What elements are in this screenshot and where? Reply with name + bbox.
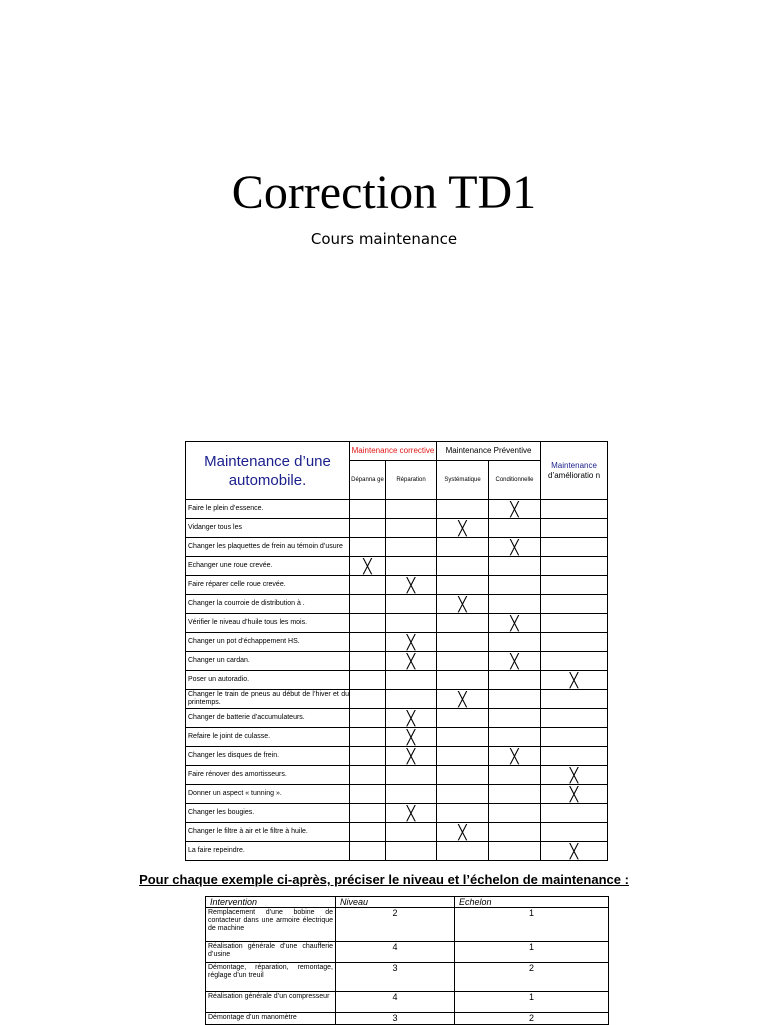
- mark-cell: [489, 728, 541, 747]
- table-row: [186, 576, 608, 595]
- mark-cell: [489, 519, 541, 538]
- mark-cell: [386, 671, 437, 690]
- mark-cell: ╳: [437, 519, 489, 538]
- mark-cell: ╳: [437, 595, 489, 614]
- subhead-conditionnelle: Conditionnelle: [489, 461, 541, 500]
- header-echelon: Echelon: [455, 897, 609, 908]
- action-cell: Faire rénover des amortisseurs.: [186, 766, 350, 785]
- mark-cell: ╳: [386, 804, 437, 823]
- mark-cell: [541, 709, 608, 728]
- mark-cell: ╳: [489, 500, 541, 519]
- mark-cell: [541, 557, 608, 576]
- niveau-cell: 4: [336, 992, 455, 1013]
- mark-cell: [437, 576, 489, 595]
- mark-cell: [489, 671, 541, 690]
- maintenance-table-body: [186, 442, 608, 861]
- mark-cell: [541, 519, 608, 538]
- table-row: [186, 538, 608, 557]
- table-row: [186, 652, 608, 671]
- action-cell: Vidanger tous les: [186, 519, 350, 538]
- echelon-cell: 2: [455, 963, 609, 992]
- mark-cell: [350, 766, 386, 785]
- table-row: [186, 804, 608, 823]
- mark-cell: [386, 538, 437, 557]
- table-row: [186, 709, 608, 728]
- table-row: [186, 595, 608, 614]
- action-cell: Poser un autoradio.: [186, 671, 350, 690]
- subhead-systematique: Systématique: [437, 461, 489, 500]
- table-row: [186, 747, 608, 766]
- mark-cell: ╳: [437, 690, 489, 709]
- intervention-cell: Démontage d’un manomètre: [206, 1013, 336, 1025]
- mark-cell: [489, 633, 541, 652]
- mark-cell: [386, 690, 437, 709]
- mark-cell: [350, 614, 386, 633]
- action-cell: Changer le filtre à air et le filtre à huile.: [186, 823, 350, 842]
- mark-cell: [386, 842, 437, 861]
- group-amelioration-label: Maintenance: [551, 460, 597, 470]
- mark-cell: [437, 709, 489, 728]
- mark-cell: ╳: [541, 766, 608, 785]
- mark-cell: ╳: [541, 842, 608, 861]
- mark-cell: [350, 538, 386, 557]
- mark-cell: [350, 652, 386, 671]
- mark-cell: [350, 690, 386, 709]
- mark-cell: ╳: [489, 614, 541, 633]
- subhead-depannage: Dépanna ge: [350, 461, 386, 500]
- mark-cell: ╳: [489, 538, 541, 557]
- table-row: [186, 785, 608, 804]
- subhead-reparation: Réparation: [386, 461, 437, 500]
- mark-cell: [350, 633, 386, 652]
- table-row: [206, 908, 609, 942]
- header-intervention: Intervention: [206, 897, 336, 908]
- action-cell: Changer la courroie de distribution à .: [186, 595, 350, 614]
- mark-cell: [350, 500, 386, 519]
- mark-cell: [541, 576, 608, 595]
- table-row: [186, 690, 608, 709]
- mark-cell: [541, 690, 608, 709]
- action-cell: Changer le train de pneus au début de l’hiver et du printemps.: [186, 690, 350, 709]
- mark-cell: ╳: [386, 576, 437, 595]
- table-row: [186, 500, 608, 519]
- table-row: [206, 942, 609, 963]
- mark-cell: [386, 766, 437, 785]
- mark-cell: [437, 538, 489, 557]
- action-cell: Faire le plein d’essence.: [186, 500, 350, 519]
- mark-cell: [386, 557, 437, 576]
- group-corrective: Maintenance corrective: [350, 442, 437, 461]
- header-niveau: Niveau: [336, 897, 455, 908]
- intervention-cell: Démontage, réparation, remontage, réglage d’un treuil: [206, 963, 336, 992]
- mark-cell: [489, 690, 541, 709]
- mark-cell: [489, 576, 541, 595]
- action-cell: Changer les plaquettes de frein au témoin d’usure: [186, 538, 350, 557]
- intervention-cell: Réalisation générale d’une chaufferie d’usine: [206, 942, 336, 963]
- group-amelioration-label-2: d’amélioratio n: [548, 470, 601, 480]
- mark-cell: [437, 842, 489, 861]
- mark-cell: [489, 842, 541, 861]
- table-row: [186, 842, 608, 861]
- table-row: [186, 614, 608, 633]
- mark-cell: ╳: [489, 747, 541, 766]
- mark-cell: ╳: [386, 633, 437, 652]
- echelon-cell: 1: [455, 942, 609, 963]
- table-row: [186, 823, 608, 842]
- action-cell: Changer les disques de frein.: [186, 747, 350, 766]
- mark-cell: [350, 519, 386, 538]
- mark-cell: [541, 652, 608, 671]
- mark-cell: ╳: [386, 709, 437, 728]
- mark-cell: [386, 519, 437, 538]
- action-cell: La faire repeindre.: [186, 842, 350, 861]
- mark-cell: [489, 557, 541, 576]
- table-row: [186, 557, 608, 576]
- level-table-body: [206, 897, 609, 1025]
- mark-cell: [350, 785, 386, 804]
- mark-cell: [541, 595, 608, 614]
- action-cell: Vérifier le niveau d’huile tous les mois.: [186, 614, 350, 633]
- question-heading: Pour chaque exemple ci-après, préciser le niveau et l’échelon de maintenance :: [139, 872, 629, 887]
- action-cell: Changer un cardan.: [186, 652, 350, 671]
- mark-cell: [437, 500, 489, 519]
- mark-cell: [541, 823, 608, 842]
- mark-cell: [386, 614, 437, 633]
- mark-cell: [489, 785, 541, 804]
- mark-cell: [350, 595, 386, 614]
- niveau-cell: 3: [336, 963, 455, 992]
- echelon-cell: 1: [455, 908, 609, 942]
- mark-cell: [350, 671, 386, 690]
- intervention-cell: Réalisation générale d’un compresseur: [206, 992, 336, 1013]
- mark-cell: [541, 633, 608, 652]
- table-heading: Maintenance d’une automobile.: [186, 442, 350, 500]
- mark-cell: [489, 804, 541, 823]
- mark-cell: [437, 557, 489, 576]
- mark-cell: [350, 728, 386, 747]
- mark-cell: [437, 652, 489, 671]
- table-row: [186, 519, 608, 538]
- mark-cell: [541, 747, 608, 766]
- mark-cell: [350, 804, 386, 823]
- mark-cell: [386, 595, 437, 614]
- action-cell: Echanger une roue crevée.: [186, 557, 350, 576]
- mark-cell: [437, 671, 489, 690]
- mark-cell: [437, 633, 489, 652]
- action-cell: Changer un pot d’échappement HS.: [186, 633, 350, 652]
- table-row: [186, 728, 608, 747]
- echelon-cell: 1: [455, 992, 609, 1013]
- echelon-cell: 2: [455, 1013, 609, 1025]
- mark-cell: [541, 804, 608, 823]
- action-cell: Donner un aspect « tunning ».: [186, 785, 350, 804]
- action-cell: Changer les bougies.: [186, 804, 350, 823]
- mark-cell: [350, 576, 386, 595]
- mark-cell: ╳: [541, 785, 608, 804]
- mark-cell: [350, 842, 386, 861]
- table-row: [186, 671, 608, 690]
- mark-cell: [437, 747, 489, 766]
- niveau-cell: 2: [336, 908, 455, 942]
- action-cell: Changer de batterie d’accumulateurs.: [186, 709, 350, 728]
- mark-cell: [541, 500, 608, 519]
- mark-cell: [437, 728, 489, 747]
- mark-cell: [489, 709, 541, 728]
- table-row: [186, 633, 608, 652]
- mark-cell: [489, 766, 541, 785]
- mark-cell: [350, 823, 386, 842]
- page-title: Correction TD1: [231, 166, 537, 219]
- table-row: [206, 963, 609, 992]
- mark-cell: [386, 823, 437, 842]
- level-echelon-table: [205, 896, 609, 1025]
- page-subtitle: Cours maintenance: [310, 230, 458, 248]
- mark-cell: [350, 709, 386, 728]
- maintenance-classification-table: [185, 441, 608, 861]
- mark-cell: [489, 595, 541, 614]
- table-row: [206, 992, 609, 1013]
- mark-cell: [350, 747, 386, 766]
- mark-cell: [541, 728, 608, 747]
- mark-cell: ╳: [489, 652, 541, 671]
- mark-cell: [437, 785, 489, 804]
- mark-cell: ╳: [386, 728, 437, 747]
- intervention-cell: Remplacement d’une bobine de contacteur dans une armoire électrique de machine: [206, 908, 336, 942]
- mark-cell: ╳: [350, 557, 386, 576]
- mark-cell: ╳: [541, 671, 608, 690]
- group-preventive: Maintenance Préventive: [437, 442, 541, 461]
- mark-cell: [489, 823, 541, 842]
- table-row: [186, 766, 608, 785]
- niveau-cell: 3: [336, 1013, 455, 1025]
- group-amelioration: [541, 442, 608, 500]
- niveau-cell: 4: [336, 942, 455, 963]
- mark-cell: [437, 804, 489, 823]
- table-row: [206, 1013, 609, 1025]
- action-cell: Refaire le joint de culasse.: [186, 728, 350, 747]
- mark-cell: ╳: [386, 747, 437, 766]
- mark-cell: [541, 614, 608, 633]
- mark-cell: ╳: [437, 823, 489, 842]
- mark-cell: [386, 500, 437, 519]
- mark-cell: [541, 538, 608, 557]
- mark-cell: [386, 785, 437, 804]
- action-cell: Faire réparer celle roue crevée.: [186, 576, 350, 595]
- mark-cell: [437, 766, 489, 785]
- mark-cell: ╳: [386, 652, 437, 671]
- mark-cell: [437, 614, 489, 633]
